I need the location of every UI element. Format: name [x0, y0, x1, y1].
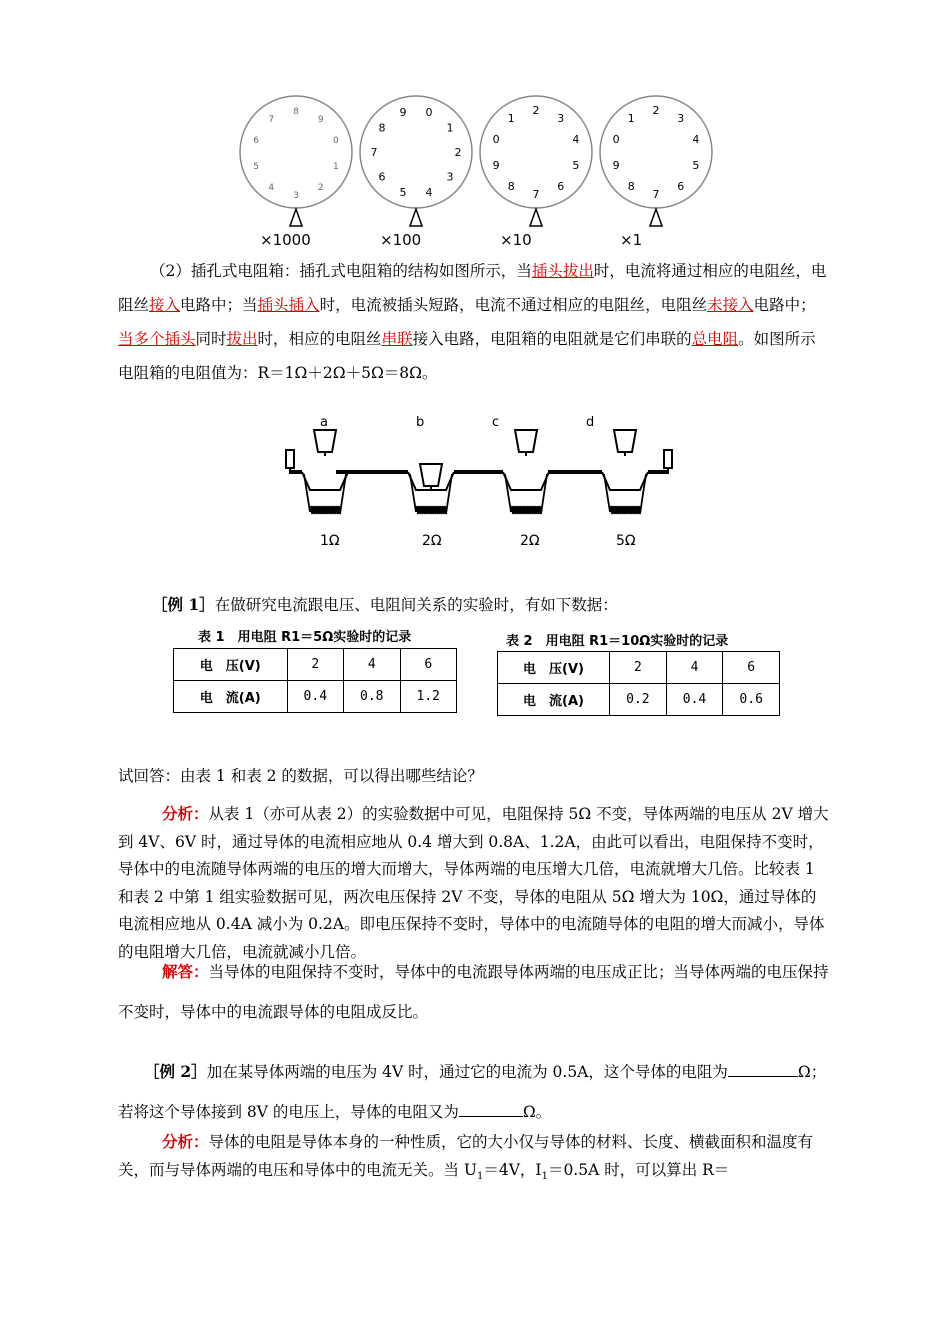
table-cell: 6: [723, 652, 780, 684]
dial-digit: 1: [627, 112, 635, 125]
table-row: [498, 684, 780, 716]
dial-digit: 5: [692, 159, 700, 172]
highlight-series: 串联: [381, 330, 413, 348]
dial-digit: 1: [446, 121, 454, 135]
dial-digit: 8: [507, 180, 515, 193]
dial-digit: 7: [532, 188, 540, 201]
dial-digit: 5: [572, 159, 580, 172]
dial-digit: 0: [492, 133, 500, 146]
example1-intro: ［例 1］在做研究电流跟电压、电阻间关系的实验时，有如下数据：: [152, 595, 618, 614]
dial-pointer-icon: [410, 209, 422, 226]
table1-caption: 表 1 用电阻 R1＝5Ω实验时的记录: [198, 630, 412, 645]
dial-digit: 8: [378, 121, 386, 135]
dial-digit: 6: [677, 180, 685, 193]
plug-box-diagram: [278, 408, 688, 556]
analysis-label: 分析：: [162, 804, 209, 823]
rotary-dials-figure: [236, 92, 726, 252]
dial-digit: 5: [399, 185, 407, 199]
resistor-label-2: 2Ω: [422, 533, 442, 549]
resistor-coil: [604, 474, 646, 514]
plug-label-b: b: [416, 415, 425, 430]
answer-blank-1: [728, 1062, 798, 1077]
highlight-not-connected: 未接入: [707, 296, 754, 314]
example1-answer: 解答：当导体的电阻保持不变时，导体中的电流跟导体两端的电压成正比；当导体两端的电压保持不变时，导体中的电流跟导体的电阻成反比。: [118, 962, 829, 1021]
table-row: [174, 649, 457, 681]
table1: [173, 648, 457, 713]
dial-pointer-icon: [530, 209, 542, 226]
resistor-label-1: 1Ω: [320, 533, 340, 549]
dial-digit: 2: [454, 146, 462, 159]
dial-digit: 9: [317, 115, 324, 125]
right-terminal: [664, 450, 672, 468]
dial-digit: 1: [333, 162, 339, 172]
table-cell: 1.2: [400, 681, 457, 713]
dial-pointer-icon: [650, 209, 662, 226]
plug-icon: [314, 430, 336, 452]
dial-digit: 8: [293, 107, 299, 117]
answer-blank-2: [459, 1102, 523, 1117]
dial-digit: 7: [370, 146, 378, 159]
table-cell: 6: [400, 649, 457, 681]
table-cell: 4: [344, 649, 400, 681]
table-cell: 0.2: [610, 684, 667, 716]
example1-label: ［例 1］: [152, 595, 215, 614]
rotary-dial: [240, 96, 352, 249]
dial-multiplier: ×10: [500, 231, 532, 249]
table-cell: 0.6: [723, 684, 780, 716]
table-cell: 0.4: [666, 684, 723, 716]
plug-icon: [515, 430, 537, 452]
dial-digit: 2: [532, 104, 540, 117]
dial-digit: 6: [253, 136, 259, 146]
answer-label: 解答：: [162, 962, 209, 981]
dial-digit: 6: [378, 170, 386, 184]
highlight-multiple-plugs: 当多个插头: [118, 330, 196, 348]
resistor-coil: [505, 474, 547, 514]
resistor-label-3: 2Ω: [520, 533, 540, 549]
example2-label: ［例 2］: [144, 1062, 207, 1081]
table-cell: 电 流(A): [498, 684, 610, 716]
table-cell: 4: [666, 652, 723, 684]
dial-digit: 5: [253, 162, 259, 172]
resistor-coil: [304, 474, 346, 514]
dial-digit: 7: [268, 115, 275, 125]
table-row: [498, 652, 780, 684]
plug-socket: [602, 472, 648, 490]
plug-icon: [614, 430, 636, 452]
dial-digit: 7: [652, 188, 660, 201]
dial-digit: 1: [507, 112, 515, 125]
dial-digit: 4: [425, 185, 433, 199]
rotary-dial: [360, 96, 472, 249]
plug-socket: [302, 472, 348, 490]
dial-digit: 3: [557, 112, 565, 125]
example2-question: ［例 2］加在某导体两端的电压为 4V 时，通过它的电流为 0.5A，这个导体的电阻为 Ω；若将这个导体接到 8V 的电压上，导体的电阻又为 Ω。: [118, 1062, 827, 1121]
dial-digit: 4: [692, 133, 700, 146]
dial-digit: 3: [677, 112, 685, 125]
table-cell: 电 压(V): [174, 649, 288, 681]
dial-digit: 9: [612, 159, 620, 172]
highlight-pulled-out: 拔出: [226, 330, 258, 348]
analysis-label: 分析：: [162, 1132, 209, 1151]
plug-label-a: a: [320, 415, 328, 430]
highlight-connected: 接入: [149, 296, 181, 314]
dial-multiplier: ×1000: [260, 231, 311, 249]
plug-socket: [503, 472, 549, 490]
rotary-dial: [480, 96, 592, 249]
table-cell: 2: [287, 649, 343, 681]
plug-box-paragraph: （2）插孔式电阻箱：插孔式电阻箱的结构如图所示，当插头拔出时，电流将通过相应的电阻丝，电阻丝接入电路中；当插头插入时，电流被插头短路，电流不通过相应的电阻丝，电阻丝未接入电路中；当多个插头同时拔出时，相应的电阻丝串联接入电路，电阻箱的电阻就是它们串联的总电阻。如图所示电阻箱的电阻值为：R＝1Ω＋2Ω＋5Ω＝8Ω。: [118, 262, 827, 382]
example2-analysis: 分析：导体的电阻是导体本身的一种性质，它的大小仅与导体的材料、长度、横截面积和温度有关，而与导体两端的电压和导体中的电流无关。当 $U_1=4V$，$I_1=0.5A$ 时，可以算出 R＝: [118, 1132, 814, 1183]
dial-digit: 3: [293, 191, 299, 201]
table2-caption: 表 2 用电阻 R1＝10Ω实验时的记录: [506, 634, 729, 649]
dial-digit: 3: [446, 170, 454, 184]
dial-digit: 2: [317, 183, 324, 193]
plug-icon: [420, 464, 442, 486]
example1-question: 试回答：由表 1 和表 2 的数据，可以得出哪些结论？: [118, 767, 483, 785]
highlight-total-resistance: 总电阻: [691, 330, 739, 348]
dial-digit: 9: [492, 159, 500, 172]
table-cell: 0.8: [344, 681, 400, 713]
highlight-plug-out: 插头拔出: [531, 262, 594, 280]
dial-digit: 6: [557, 180, 565, 193]
resistor-label-4: 5Ω: [616, 533, 636, 549]
dial-digit: 0: [333, 136, 339, 146]
plug-label-d: d: [586, 415, 595, 430]
example1-analysis: 分析：从表 1（亦可从表 2）的实验数据中可见，电阻保持 5Ω 不变，导体两端的电压从 2V 增大到 4V、6V 时，通过导体的电流相应地从 0.4 增大到 0.8A、1.2A，由此可以看出，电阻保持不变时，导体中的电流随导体两端的电压的增大而增大，导体两端的电压增大几倍，电流就增大几倍。比较表 1 和表 2 中第 1 组实验数据可见，两次电压保持 2V 不变，导体的电阻从 5Ω 增大为 10Ω，通过导体的电流相应地从 0.4A 减小为 0.2A。即电压保持不变时，导体中的电流随导体的电阻的增大而减小，导体的电阻增大几倍，电流就减小几倍。: [118, 804, 829, 961]
highlight-plug-in: 插头插入: [257, 296, 320, 314]
dial-digit: 4: [572, 133, 580, 146]
dial-digit: 8: [627, 180, 635, 193]
table-cell: 0.4: [287, 681, 343, 713]
dial-pointer-icon: [290, 209, 302, 226]
table-cell: 电 流(A): [174, 681, 288, 713]
table-row: [174, 681, 457, 713]
resistor-coil: [410, 474, 452, 514]
dial-multiplier: ×1: [620, 231, 643, 249]
rotary-dial: [600, 96, 712, 249]
dial-digit: 0: [425, 106, 433, 120]
table-cell: 电 压(V): [498, 652, 610, 684]
left-terminal: [286, 450, 294, 468]
table-cell: 2: [610, 652, 667, 684]
plug-label-c: c: [492, 415, 500, 430]
dial-digit: 2: [652, 104, 660, 117]
table2: [497, 651, 780, 716]
dial-digit: 0: [612, 133, 620, 146]
dial-digit: 9: [399, 106, 407, 120]
dial-multiplier: ×100: [380, 231, 422, 249]
dial-digit: 4: [268, 183, 275, 193]
